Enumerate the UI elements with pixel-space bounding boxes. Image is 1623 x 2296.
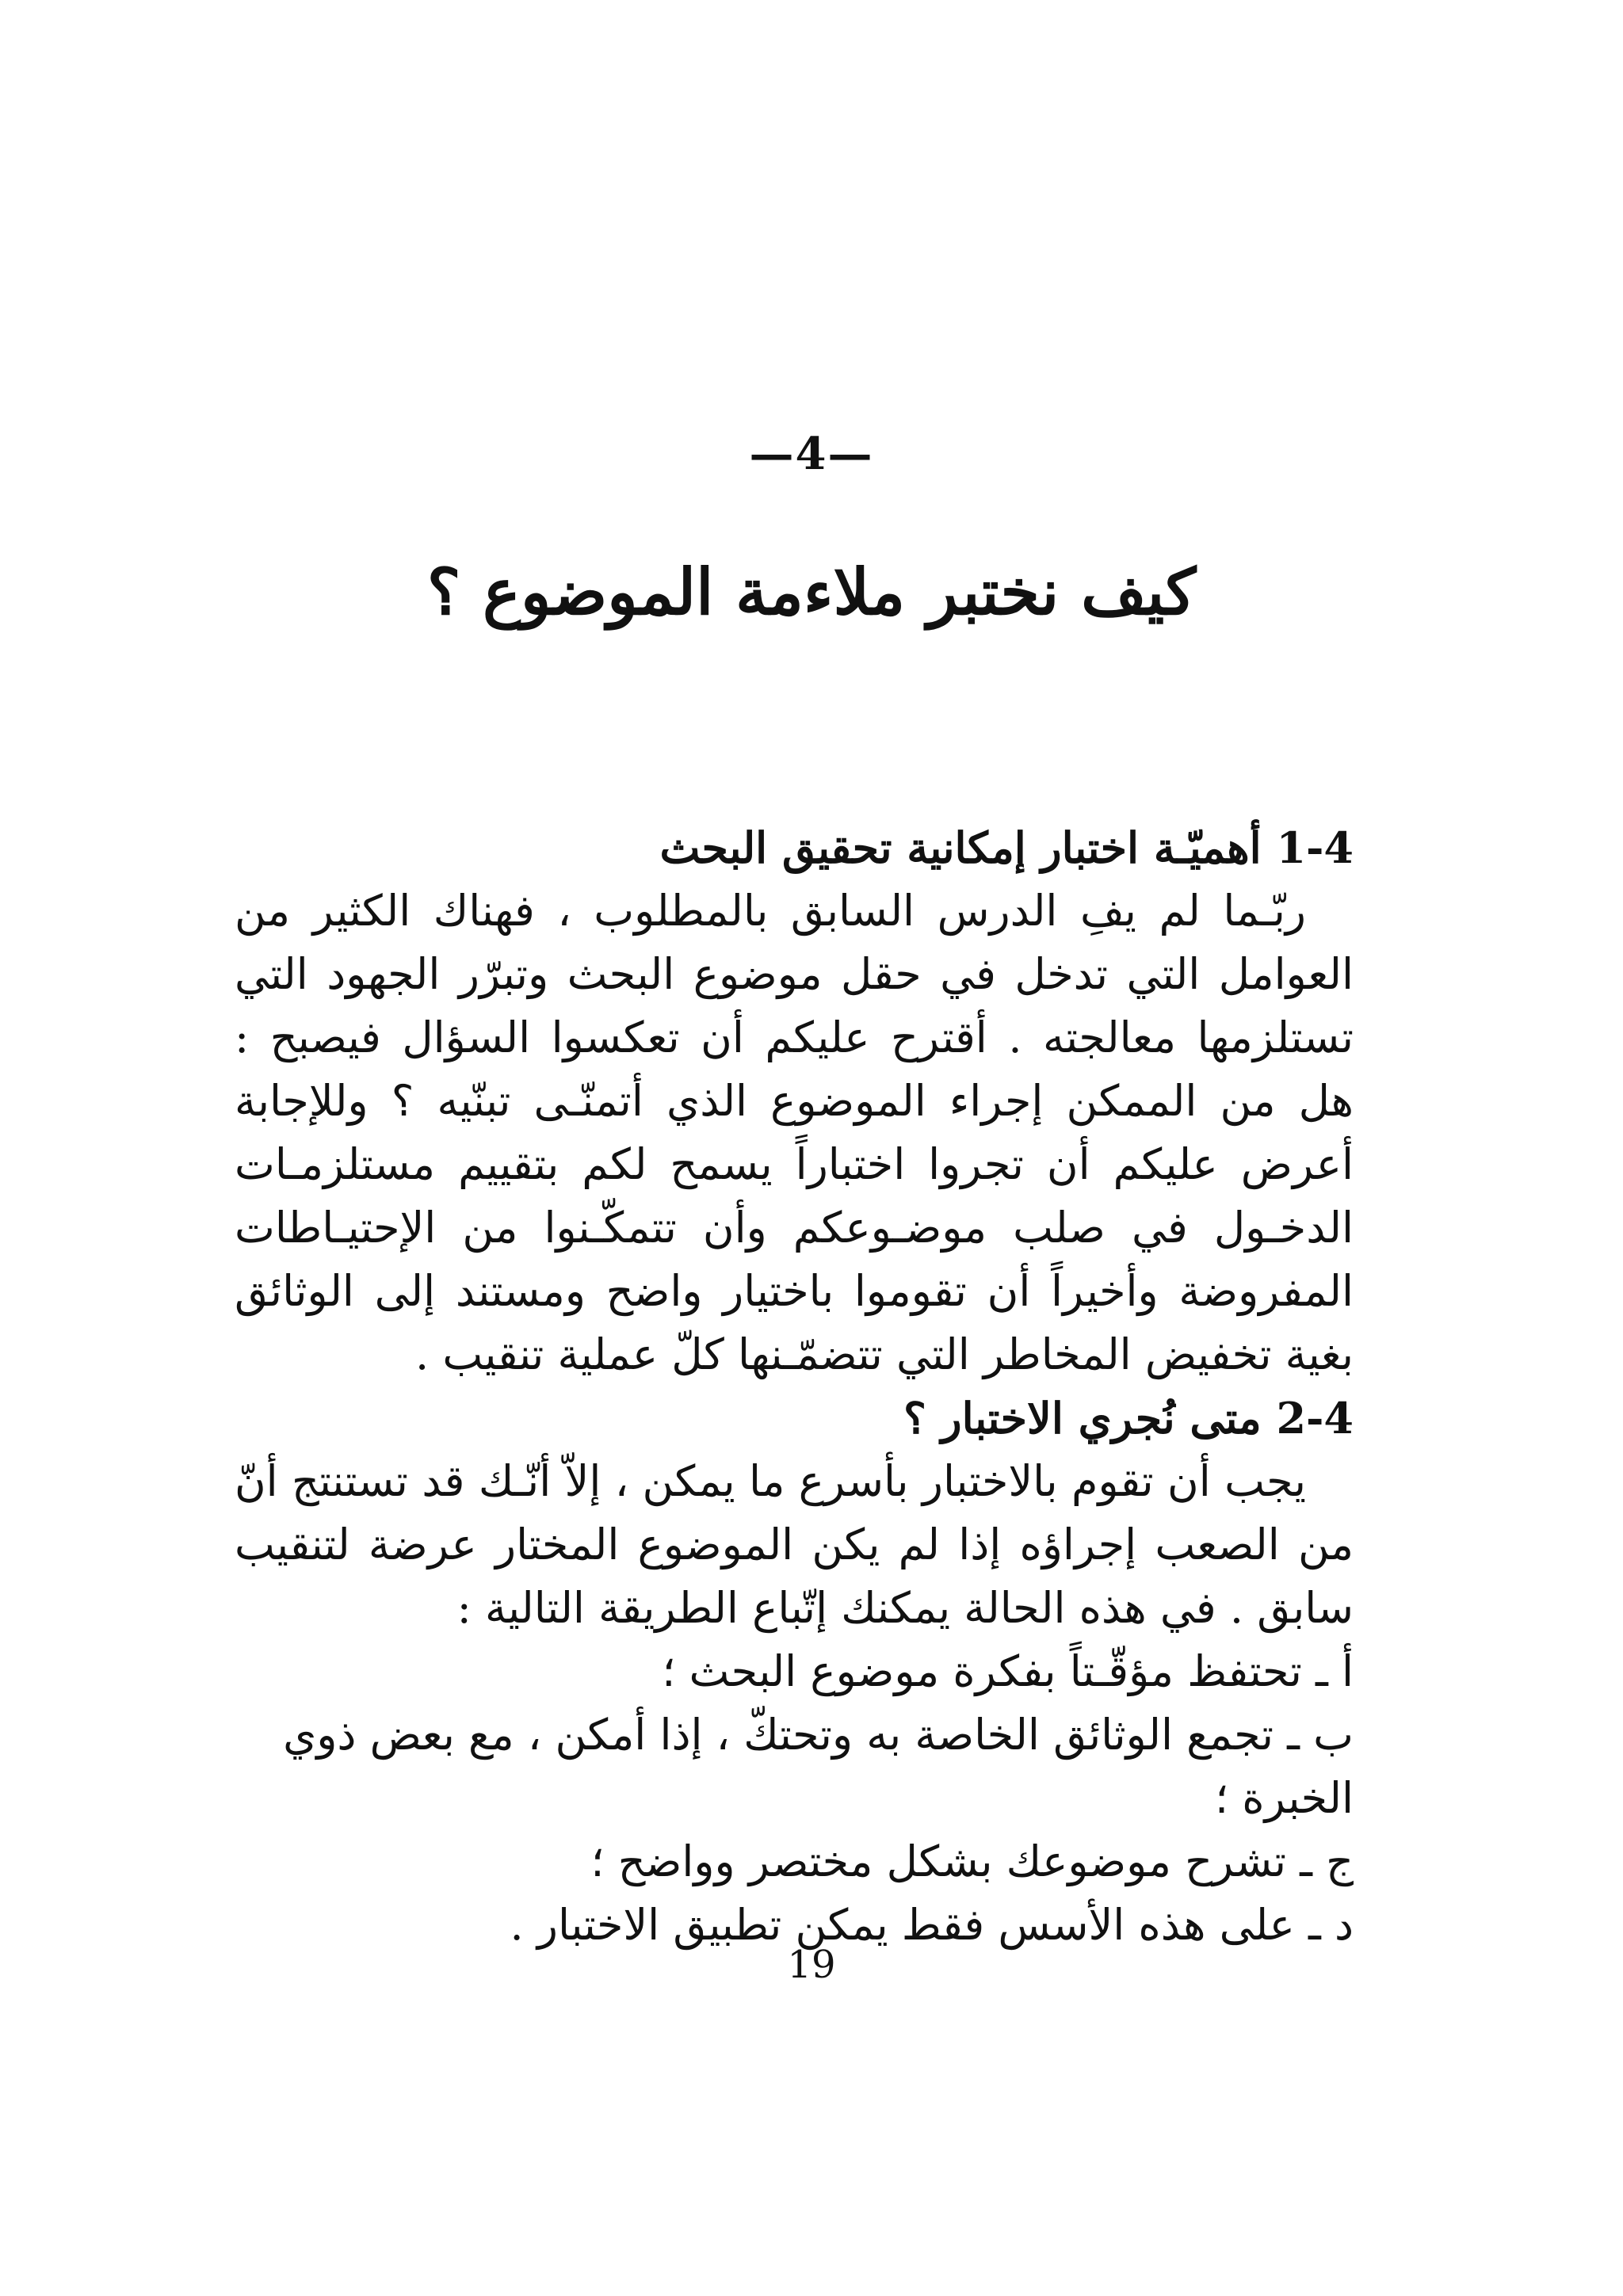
- section-heading-2: 2-4 متى نُجري الاختبار ؟: [903, 1393, 1354, 1444]
- section-paragraph-1: ربّـما لم يفِ الدرس السابق بالمطلوب ، فهناك الكثير من العوامل التي تدخل في حقل موضوع البحث وتبرّر الجهود التي تستلزمها معالجته . أقترح عليكم أن تعكسوا السؤال فيصبح : هل من الممكن إجراء الموضوع الذي أتمنّـى تبنّيه ؟ وللإجابة أعرض عليكم أن تجروا اختباراً يسمح لكم بتقييم مستلزمـات الدخـول في صلب موضـوعكم وأن تتمكّـنوا من الإحتيـاطات المفروضة وأخيراً أن تقوموا باختيار واضح ومستند إلى الوثائق بغية تخفيض المخاطر التي تتضمّـنها كلّ عملية تنقيب .: [235, 886, 1354, 1379]
- chapter-title: كيف نختبر ملاءمة الموضوع ؟: [426, 555, 1197, 629]
- list-item: د ـ على هذه الأسس فقط يمكن تطبيق الاختبار .: [510, 1900, 1354, 1950]
- steps-list: [235, 1640, 1354, 1957]
- section-heading-1: 1-4 أهميّـة اختبار إمكانية تحقيق البحث: [659, 822, 1354, 873]
- list-item: ج ـ تشرح موضوعك بشكل مختصر وواضح ؛: [590, 1836, 1354, 1886]
- list-item: ب ـ تجمع الوثائق الخاصة به وتحتكّ ، إذا أمكن ، مع بعض ذوي الخبرة ؛: [283, 1710, 1354, 1823]
- chapter-number: —4—: [749, 428, 874, 480]
- list-item: أ ـ تحتفظ مؤقّـتاً بفكرة موضوع البحث ؛: [662, 1646, 1354, 1696]
- page-body: [235, 816, 1354, 1957]
- section-paragraph-2: يجب أن تقوم بالاختبار بأسرع ما يمكن ، إلاّ أنّـك قد تستنتج أنّ من الصعب إجراؤه إذا لم يكن الموضوع المختار عرضة لتنقيب سابق . في هذه الحالة يمكنك إتّباع الطريقة التالية :: [235, 1456, 1354, 1633]
- page-number: 19: [787, 1943, 836, 1987]
